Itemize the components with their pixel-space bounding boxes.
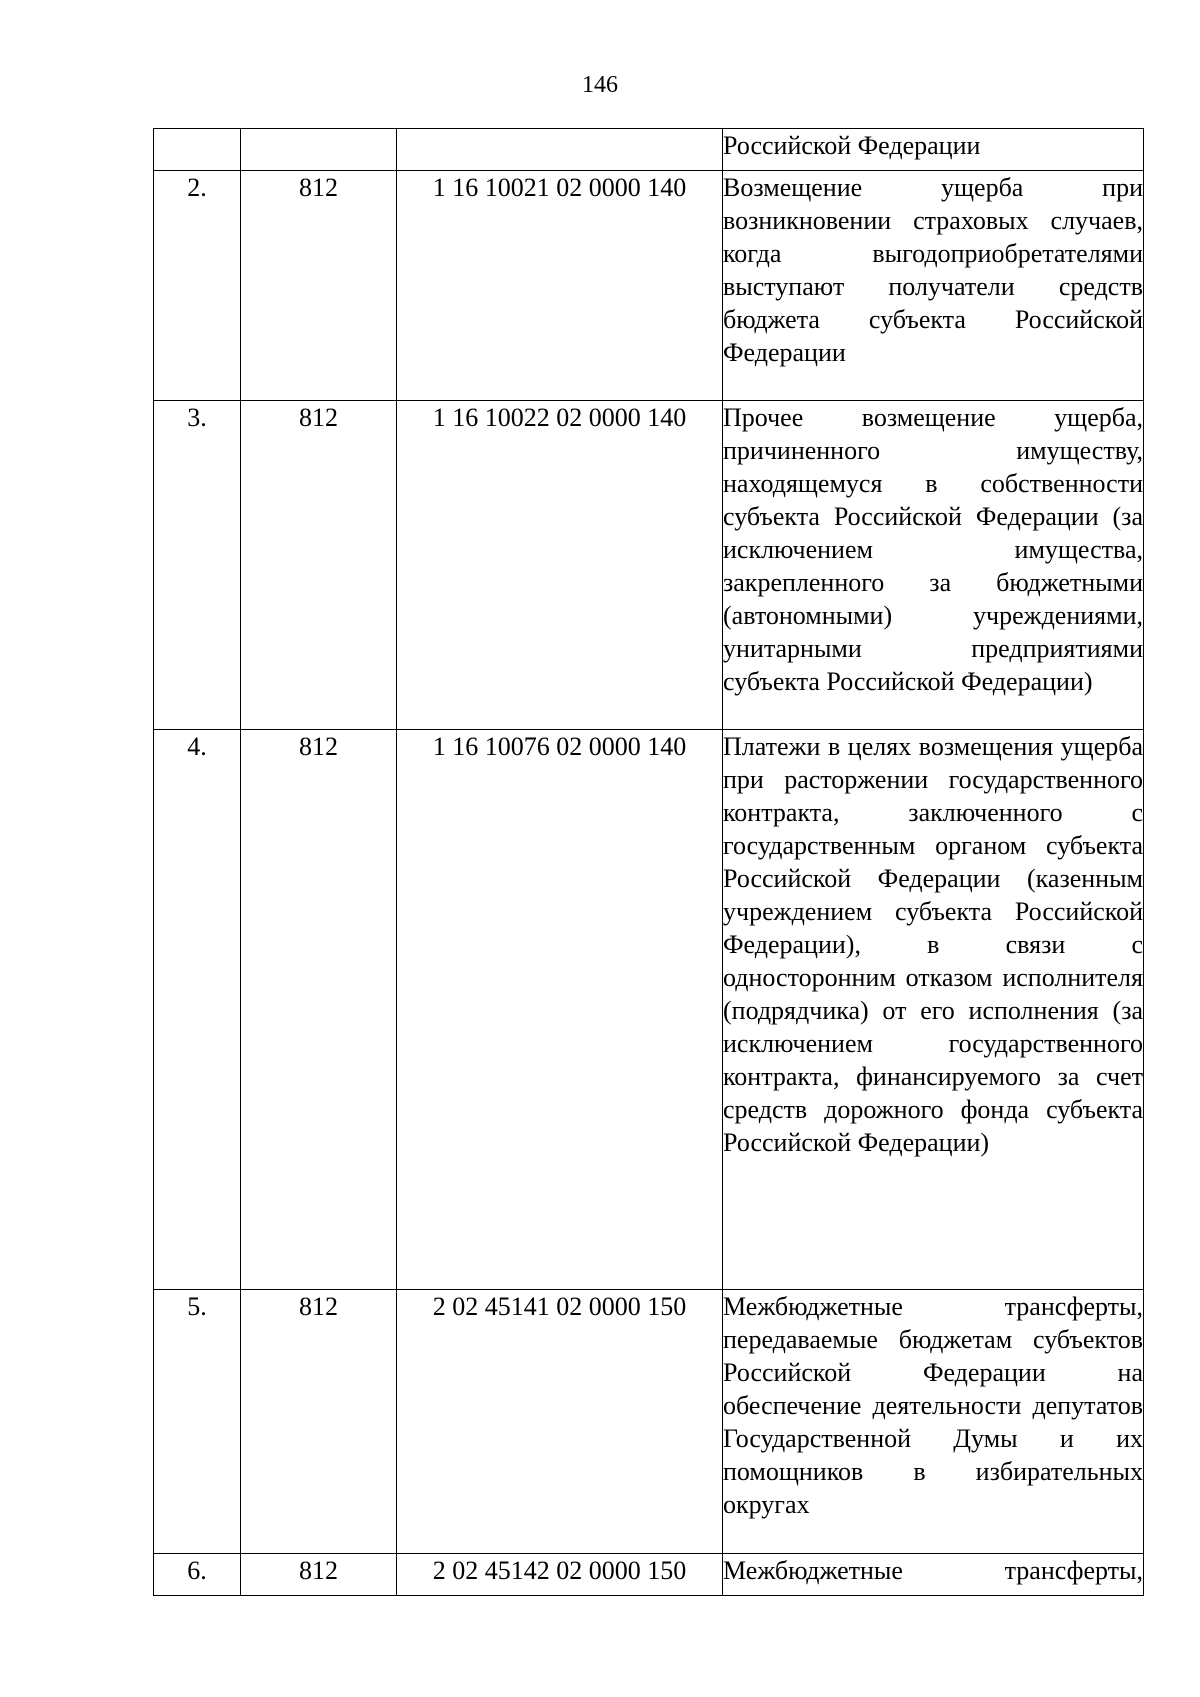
revenue-code-cell: 1 16 10021 02 0000 140 — [397, 171, 723, 401]
table-row — [154, 401, 1144, 730]
table-row — [154, 1554, 1144, 1596]
revenue-name-text: Межбюджетные трансферты, передаваемые бюджетам субъектов Российской Федерации на обеспечение деятельности депутатов Государственной Думы и их помощников в избирательных округах — [723, 1292, 1143, 1519]
table-row — [154, 171, 1144, 401]
revenue-name-cell — [723, 1290, 1144, 1554]
revenue-name-text: Платежи в целях возмещения ущерба при расторжении государственного контракта, заключенного с государственным органом субъекта Российской Федерации (казенным учреждением субъекта Российской Федерации), в связи с односторонним отказом исполнителя (подрядчика) от его исполнения (за исключением государственного контракта, финансируемого за счет средств дорожного фонда субъекта Российской Федерации) — [723, 732, 1143, 1157]
revenue-name-cell — [723, 1554, 1144, 1596]
revenue-name-text: Межбюджетные трансферты, — [723, 1556, 1143, 1585]
revenue-name-cell — [723, 171, 1144, 401]
revenue-name-text: Прочее возмещение ущерба, причиненного имуществу, находящемуся в собственности субъекта Российской Федерации (за исключением имущества, закрепленного за бюджетными (автономными) учреждениями, унитарными предприятиями субъекта Российской Федерации) — [723, 403, 1143, 696]
revenue-codes-table — [153, 128, 1144, 1596]
revenue-code-cell — [397, 129, 723, 171]
admin-code-cell: 812 — [241, 730, 397, 1290]
revenue-name-text: Возмещение ущерба при возникновении страховых случаев, когда выгодоприобретателями выступают получатели средств бюджета субъекта Российской Федерации — [723, 173, 1143, 367]
admin-code-cell: 812 — [241, 401, 397, 730]
admin-code-cell: 812 — [241, 1554, 397, 1596]
revenue-name-cell — [723, 401, 1144, 730]
revenue-code-cell: 2 02 45141 02 0000 150 — [397, 1290, 723, 1554]
table-row — [154, 730, 1144, 1290]
page-number: 146 — [582, 72, 618, 98]
table-row — [154, 129, 1144, 171]
row-number-cell: 4. — [154, 730, 241, 1290]
row-number-cell: 2. — [154, 171, 241, 401]
admin-code-cell — [241, 129, 397, 171]
revenue-name-cell — [723, 730, 1144, 1290]
revenue-code-cell: 1 16 10022 02 0000 140 — [397, 401, 723, 730]
revenue-code-cell: 2 02 45142 02 0000 150 — [397, 1554, 723, 1596]
admin-code-cell: 812 — [241, 1290, 397, 1554]
row-number-cell: 5. — [154, 1290, 241, 1554]
revenue-name-text: Российской Федерации — [723, 131, 981, 160]
row-number-cell — [154, 129, 241, 171]
revenue-code-cell: 1 16 10076 02 0000 140 — [397, 730, 723, 1290]
table-row — [154, 1290, 1144, 1554]
admin-code-cell: 812 — [241, 171, 397, 401]
row-number-cell: 6. — [154, 1554, 241, 1596]
row-number-cell: 3. — [154, 401, 241, 730]
revenue-name-cell — [723, 129, 1144, 171]
